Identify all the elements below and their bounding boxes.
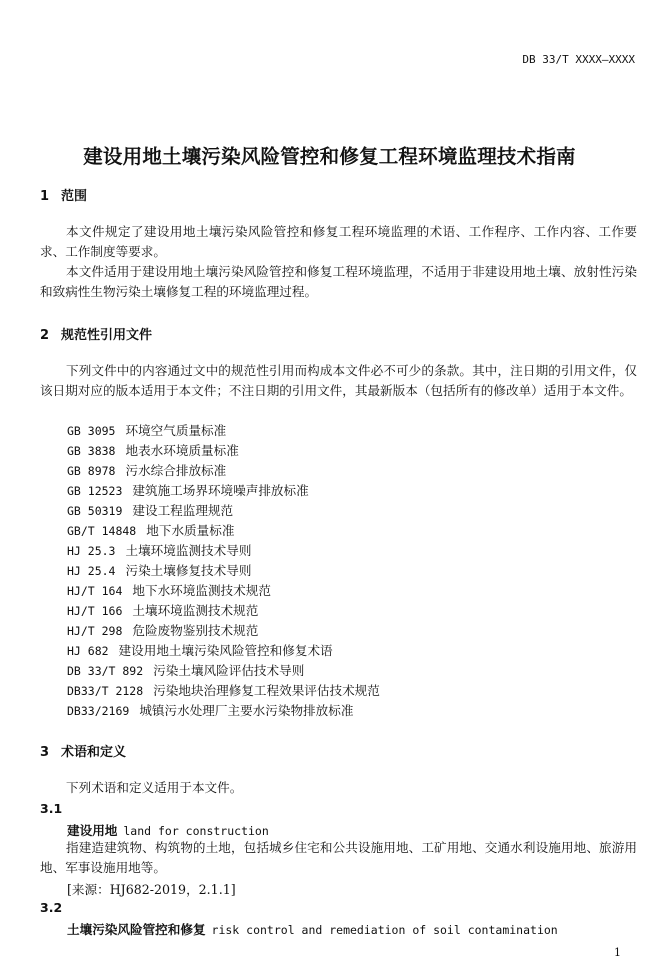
reference-code: DB33/T 2128 bbox=[67, 684, 144, 698]
reference-item bbox=[67, 521, 234, 541]
scope-paragraph-1: 本文件规定了建设用地土壤污染风险管控和修复工程环境监理的术语、工作程序、工作内容、工作要求、工作制度等要求。 bbox=[40, 224, 637, 259]
term-entry bbox=[67, 820, 269, 839]
reference-name: 污染土壤风险评估技术导则 bbox=[153, 663, 305, 678]
reference-item bbox=[67, 441, 239, 461]
document-title: 建设用地土壤污染风险管控和修复工程环境监理技术指南 bbox=[83, 145, 576, 168]
reference-item bbox=[67, 421, 226, 441]
term-entry bbox=[67, 919, 558, 938]
reference-code: DB33/2169 bbox=[67, 704, 130, 718]
terms-intro: 下列术语和定义适用于本文件。 bbox=[66, 780, 243, 795]
section-heading-terms bbox=[40, 741, 126, 760]
reference-item bbox=[67, 661, 304, 681]
references-intro: 下列文件中的内容通过文中的规范性引用而构成本文件必不可少的条款。其中，注日期的引用文件，仅该日期对应的版本适用于本文件；不注日期的引用文件，其最新版本（包括所有的修改单）适用于本文件。 bbox=[40, 363, 637, 398]
term-definition: 指建造建筑物、构筑物的土地，包括城乡住宅和公共设施用地、工矿用地、交通水利设施用地、旅游用地、军事设施用地等。 bbox=[40, 840, 637, 875]
section-title: 规范性引用文件 bbox=[61, 328, 153, 343]
clause-number: 3.2 bbox=[40, 900, 63, 915]
reference-code: GB 3838 bbox=[67, 444, 116, 458]
reference-name: 土壤环境监测技术导则 bbox=[125, 543, 252, 558]
reference-name: 土壤环境监测技术规范 bbox=[132, 603, 259, 618]
term-english: land for construction bbox=[123, 824, 269, 838]
term-source: [来源：HJ682-2019，2.1.1] bbox=[67, 882, 236, 897]
clause-number: 3.1 bbox=[40, 801, 63, 816]
reference-code: GB 8978 bbox=[67, 464, 116, 478]
section-title: 术语和定义 bbox=[61, 745, 127, 760]
reference-item bbox=[67, 461, 226, 481]
reference-name: 污水综合排放标准 bbox=[125, 463, 227, 478]
reference-name: 地表水环境质量标准 bbox=[125, 443, 239, 458]
reference-item bbox=[67, 541, 251, 561]
section-heading-scope bbox=[40, 185, 87, 204]
reference-item bbox=[67, 641, 333, 661]
section-number: 2 bbox=[40, 328, 50, 343]
reference-item bbox=[67, 581, 271, 601]
reference-item bbox=[67, 561, 251, 581]
standard-code-header: DB 33/T XXXX—XXXX bbox=[522, 53, 635, 66]
reference-code: HJ 682 bbox=[67, 644, 109, 658]
section-number: 1 bbox=[40, 189, 50, 204]
reference-code: HJ/T 164 bbox=[67, 584, 123, 598]
term-english: risk control and remediation of soil contamination bbox=[211, 923, 558, 937]
reference-code: GB/T 14848 bbox=[67, 524, 137, 538]
reference-name: 地下水质量标准 bbox=[146, 523, 235, 538]
reference-code: HJ/T 298 bbox=[67, 624, 123, 638]
section-title: 范围 bbox=[61, 189, 88, 204]
reference-code: HJ/T 166 bbox=[67, 604, 123, 618]
reference-name: 环境空气质量标准 bbox=[125, 423, 227, 438]
term-chinese: 土壤污染风险管控和修复 bbox=[67, 922, 206, 937]
scope-paragraph-2: 本文件适用于建设用地土壤污染风险管控和修复工程环境监理，不适用于非建设用地土壤、放射性污染和致病性生物污染土壤修复工程的环境监理过程。 bbox=[40, 264, 637, 299]
reference-code: GB 50319 bbox=[67, 504, 123, 518]
reference-name: 建设用地土壤污染风险管控和修复术语 bbox=[118, 643, 333, 658]
reference-name: 危险废物鉴别技术规范 bbox=[132, 623, 259, 638]
reference-name: 建设工程监理规范 bbox=[132, 503, 234, 518]
reference-item bbox=[67, 681, 380, 701]
reference-name: 城镇污水处理厂主要水污染物排放标准 bbox=[139, 703, 354, 718]
reference-name: 污染土壤修复技术导则 bbox=[125, 563, 252, 578]
page-number: 1 bbox=[614, 946, 621, 959]
term-chinese: 建设用地 bbox=[67, 823, 118, 838]
reference-name: 污染地块治理修复工程效果评估技术规范 bbox=[153, 683, 380, 698]
reference-name: 建筑施工场界环境噪声排放标准 bbox=[132, 483, 309, 498]
reference-item bbox=[67, 501, 233, 521]
reference-item bbox=[67, 701, 353, 721]
reference-code: GB 3095 bbox=[67, 424, 116, 438]
section-heading-normative-references bbox=[40, 324, 152, 343]
reference-item bbox=[67, 601, 258, 621]
section-number: 3 bbox=[40, 745, 50, 760]
reference-name: 地下水环境监测技术规范 bbox=[132, 583, 271, 598]
reference-code: HJ 25.3 bbox=[67, 544, 116, 558]
reference-item bbox=[67, 481, 309, 501]
reference-code: DB 33/T 892 bbox=[67, 664, 144, 678]
reference-code: HJ 25.4 bbox=[67, 564, 116, 578]
reference-item bbox=[67, 621, 258, 641]
reference-code: GB 12523 bbox=[67, 484, 123, 498]
